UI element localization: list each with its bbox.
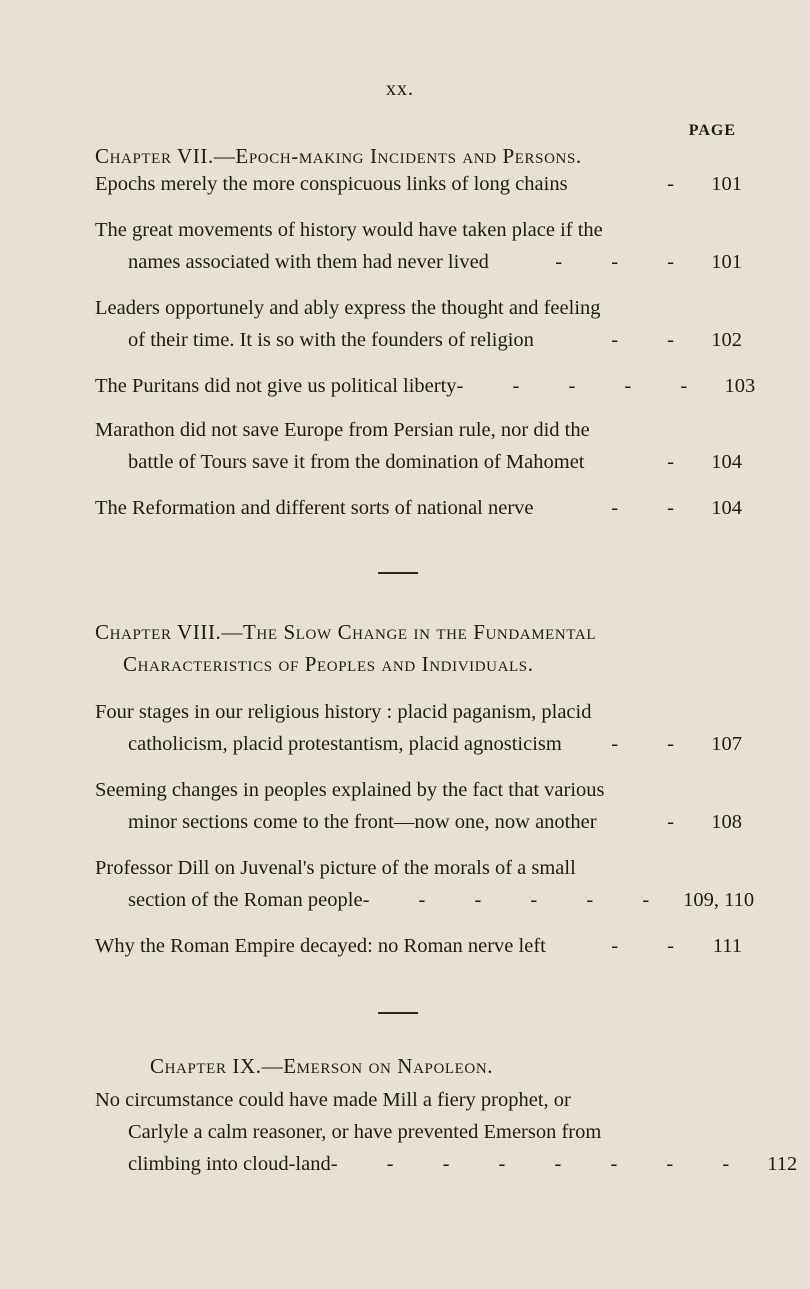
page-number: 101 <box>711 173 742 195</box>
leader-dots: - - <box>611 733 696 755</box>
page-number: 103 <box>724 375 756 397</box>
chapter-heading: Chapter VII.—Epoch-making Incidents and Persons. <box>95 144 582 168</box>
section-divider <box>378 1012 418 1014</box>
toc-entry <box>95 370 756 402</box>
entry-text: section of the Roman people <box>128 889 363 911</box>
entry-text: No circumstance could have made Mill a fiery prophet, or <box>95 1089 571 1111</box>
page-number: 109, 110 <box>683 889 755 911</box>
leader-dots: - - <box>611 497 696 519</box>
toc-entry <box>95 168 742 200</box>
leader-dots: - - - <box>555 251 696 273</box>
folio-number: xx. <box>386 78 414 100</box>
entry-text: Epochs merely the more conspicuous links of long chains <box>95 173 568 195</box>
toc-entry <box>95 1084 798 1180</box>
entry-text: Why the Roman Empire decayed: no Roman nerve left <box>95 935 546 957</box>
chapter-heading-line: Chapter VIII.—The Slow Change in the Fundamental <box>95 620 597 644</box>
entry-text: minor sections come to the front—now one, now another <box>128 811 597 833</box>
entry-text: climbing into cloud-land <box>128 1153 331 1175</box>
entry-text: Marathon did not save Europe from Persian rule, nor did the <box>95 419 590 441</box>
entry-text: The great movements of history would have taken place if the <box>95 219 603 241</box>
page-number: 107 <box>711 733 742 755</box>
leader-dots: - - - - - - - - <box>330 1153 752 1175</box>
chapter-heading <box>95 616 755 680</box>
toc-entry <box>95 414 742 478</box>
section-divider <box>378 572 418 574</box>
entry-text: Four stages in our religious history : placid paganism, placid <box>95 701 592 723</box>
entry-text: Professor Dill on Juvenal's picture of the morals of a small <box>95 857 576 879</box>
toc-entry <box>95 214 742 278</box>
leader-dots: - - <box>611 935 696 957</box>
entry-text: Seeming changes in peoples explained by the fact that various <box>95 779 605 801</box>
page-number: 112 <box>767 1153 798 1175</box>
entry-text: Carlyle a calm reasoner, or have prevented Emerson from <box>128 1121 602 1143</box>
entry-text: catholicism, placid protestantism, placid agnosticism <box>128 733 562 755</box>
chapter-heading-line: Characteristics of Peoples and Individuals. <box>123 652 534 676</box>
page-number: 104 <box>711 497 742 519</box>
toc-entry <box>95 930 742 962</box>
entry-text: battle of Tours save it from the domination of Mahomet <box>128 451 585 473</box>
toc-entry <box>95 292 742 356</box>
page-number: 104 <box>711 451 742 473</box>
entry-text: Leaders opportunely and ably express the thought and feeling <box>95 297 601 319</box>
chapter-heading: Chapter IX.—Emerson on Napoleon. <box>150 1054 494 1078</box>
page-column-label: PAGE <box>688 122 736 139</box>
leader-dots: - - - - - <box>456 375 710 397</box>
toc-entry <box>95 774 742 838</box>
entry-text: of their time. It is so with the founders of religion <box>128 329 534 351</box>
leader-dots: - - - - - - <box>362 889 672 911</box>
entry-text: The Reformation and different sorts of national nerve <box>95 497 534 519</box>
page-number: 111 <box>712 935 742 957</box>
toc-entry <box>95 852 755 916</box>
toc-entry <box>95 696 742 760</box>
leader-dots: - <box>667 811 696 833</box>
leader-dots: - <box>667 451 696 473</box>
leader-dots: - - <box>611 329 696 351</box>
toc-entry <box>95 492 742 524</box>
page-number: 108 <box>711 811 742 833</box>
entry-text: The Puritans did not give us political liberty <box>95 375 457 397</box>
entry-text: names associated with them had never lived <box>128 251 489 273</box>
page-number: 102 <box>711 329 742 351</box>
page-number: 101 <box>711 251 742 273</box>
leader-dots: - <box>667 173 696 195</box>
